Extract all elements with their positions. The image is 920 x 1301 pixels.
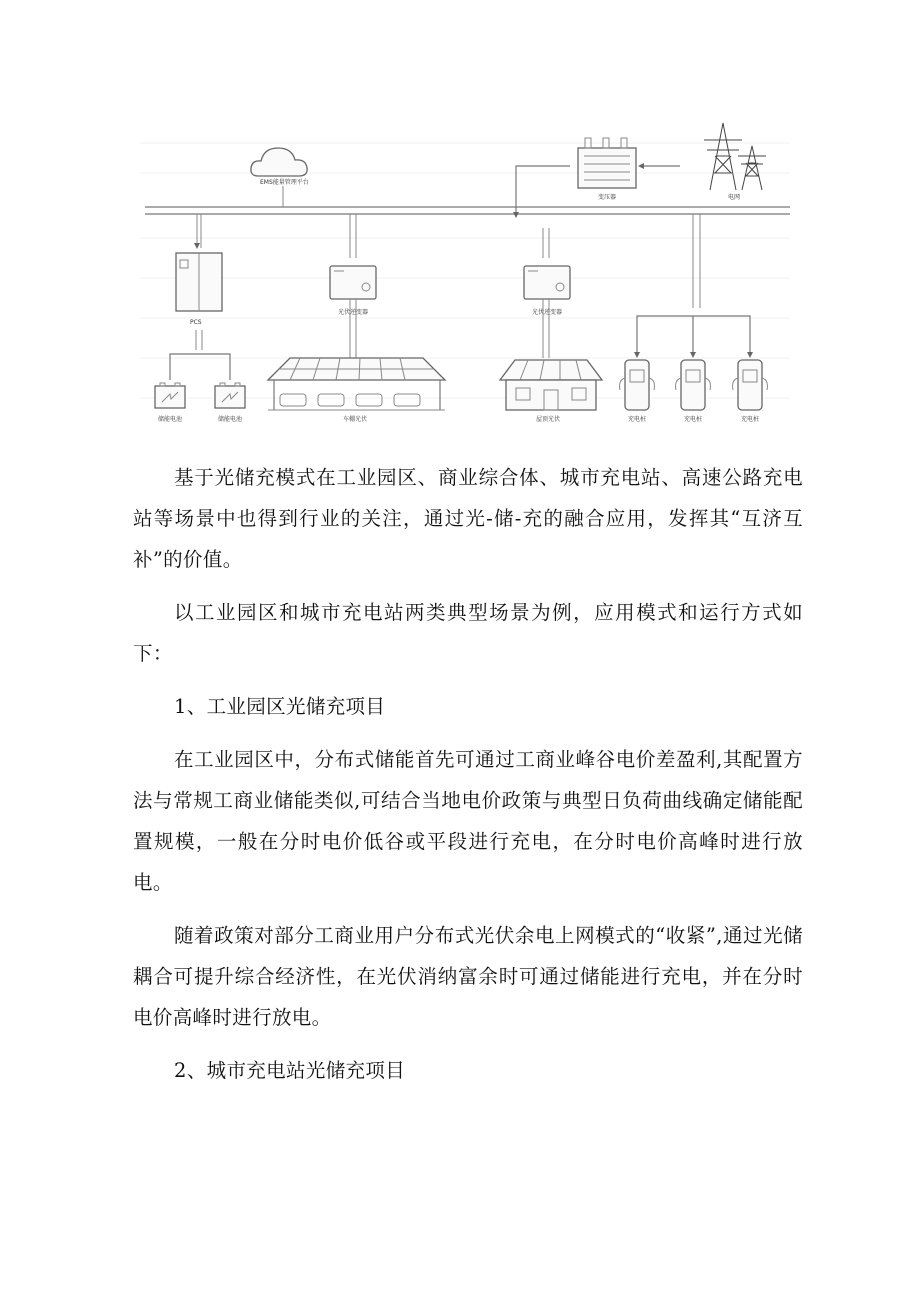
rooftop-pv-house-icon (500, 360, 602, 410)
transformer-icon (578, 138, 636, 188)
charger-connections (634, 214, 753, 358)
article-body (133, 457, 803, 1103)
charger-icon (620, 360, 655, 410)
main-bus (145, 207, 790, 214)
pv-inverter-icon (330, 214, 376, 358)
battery-icon (215, 383, 245, 408)
battery-1-label: 储能电池 (158, 416, 183, 423)
paragraph-pv-coupling: 随着政策对部分工商业用户分布式光伏余电上网模式的“收紧”,通过光储耦合可提升综合经济性，在光伏消纳富余时可通过储能进行充电，并在分时电价高峰时进行放电。 (133, 924, 803, 1029)
paragraph-intro: 基于光储充模式在工业园区、商业综合体、城市充电站、高速公路充电站等场景中也得到行业的关注，通过光-储-充的融合应用，发挥其“互济互补”的价值。 (133, 466, 803, 571)
cloud-icon (251, 148, 307, 207)
pv-inverter-icon (524, 228, 570, 358)
paragraph-industrial-storage: 在工业园区中，分布式储能首先可通过工商业峰谷电价差盈利,其配置方法与常规工商业储能类似,可结合当地电价政策与典型日负荷曲线确定储能配置规模，一般在分时电价低谷或平段进行充电，在分时电价高峰时进行放电。 (133, 748, 803, 894)
pv-storage-charging-diagram (140, 118, 790, 430)
pcs-battery-connections (170, 330, 230, 380)
section-heading-city-charging-station: 2、城市充电站光储充项目 (174, 1059, 406, 1082)
charger-2-label: 充电桩 (684, 416, 703, 423)
pv-inverter-2-label: 光伏逆变器 (532, 309, 563, 316)
pv-inverter-1-label: 光伏逆变器 (338, 309, 369, 316)
paragraph-scenarios: 以工业园区和城市充电站两类典型场景为例，应用模式和运行方式如下： (133, 601, 803, 665)
battery-icon (155, 383, 185, 408)
charger-icon (676, 360, 711, 410)
charger-1-label: 充电桩 (628, 416, 647, 423)
charger-icon (733, 360, 768, 410)
pcs-cabinet-icon (176, 214, 222, 311)
battery-2-label: 储能电池 (218, 416, 243, 423)
grid-label: 电网 (728, 194, 741, 201)
transformer-label: 变压器 (598, 194, 617, 201)
pcs-label: PCS (190, 319, 202, 326)
power-tower-icon (704, 123, 766, 190)
ems-label: EMS能量管理平台 (260, 179, 309, 186)
section-heading-industrial-park: 1、工业园区光储充项目 (174, 695, 386, 718)
carport-label: 车棚光伏 (343, 416, 368, 423)
carport-pv-icon (268, 358, 445, 410)
charger-3-label: 充电桩 (741, 416, 760, 423)
rooftop-label: 屋顶光伏 (536, 416, 561, 423)
